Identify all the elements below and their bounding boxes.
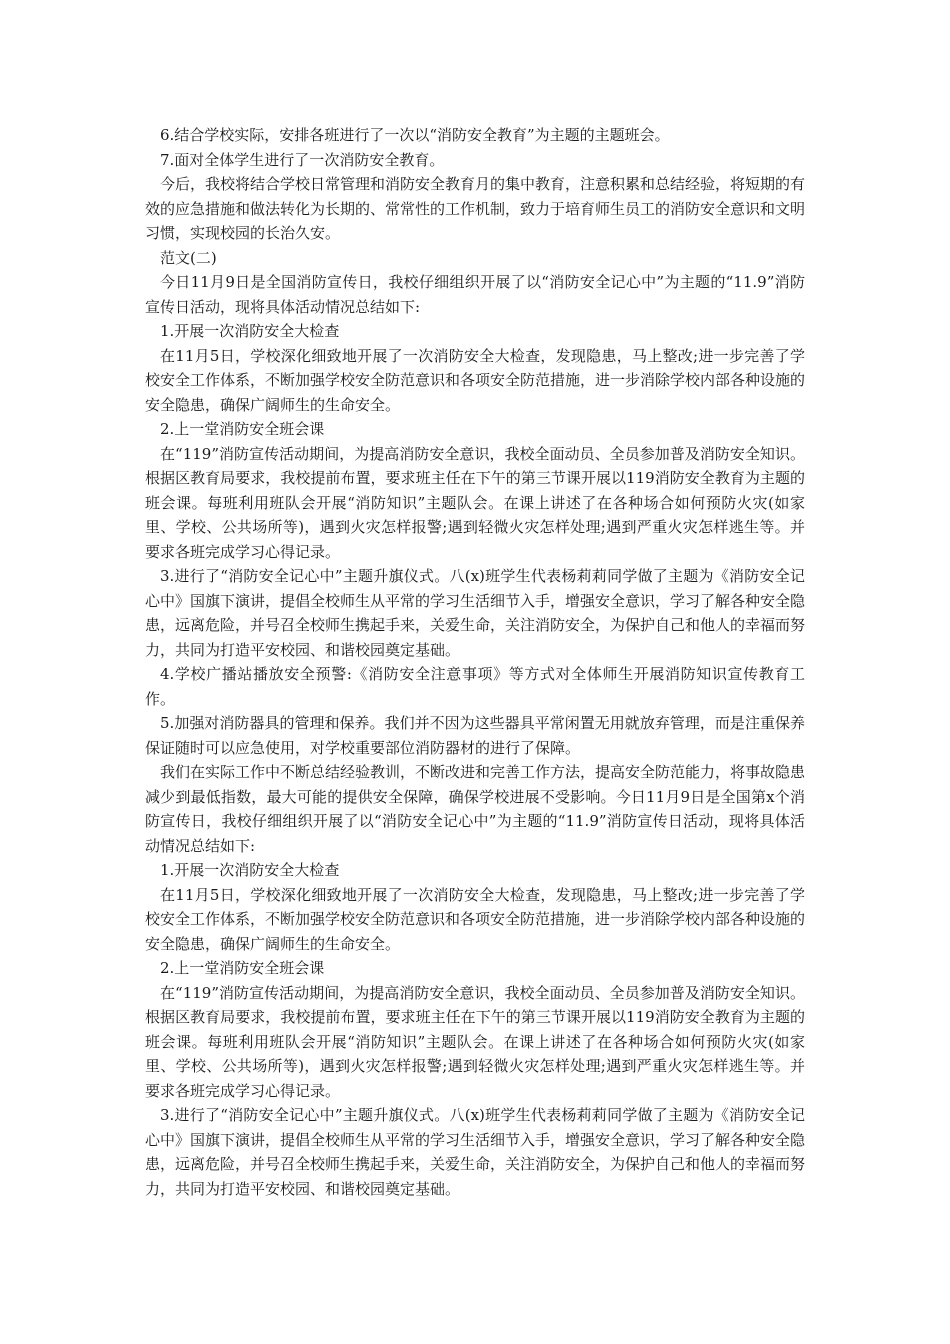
list-item-heading: 2.上一堂消防安全班会课 bbox=[160, 420, 325, 438]
paragraph: 3.进行了“消防安全记心中”主题升旗仪式。八(x)班学生代表杨莉莉同学做了主题为《消防安全记心中》国旗下演讲，提倡全校师生从平常的学习生活细节入手，增强安全意识，学习了解各种安全隐患，远离危险，并号召全校师生携起手来，关爱生命，关注消防安全，为保护自己和他人的幸福而努力，共同为打造平安校园、和谐校园奠定基础。 bbox=[145, 567, 806, 659]
paragraph: 我们在实际工作中不断总结经验教训，不断改进和完善工作方法，提高安全防范能力，将事故隐患减少到最低指数，最大可能的提供安全保障，确保学校进展不受影响。今日11月9日是全国第x个消防宣传日，我校仔细组织开展了以“消防安全记心中”为主题的“11.9”消防宣传日活动，现将具体活动情况总结如下: bbox=[145, 763, 806, 855]
paragraph: 在“119”消防宣传活动期间，为提高消防安全意识，我校全面动员、全员参加普及消防安全知识。根据区教育局要求，我校提前布置，要求班主任在下午的第三节课开展以119消防安全教育为主题的班会课。每班利用班队会开展“消防知识”主题队会。在课上讲述了在各种场合如何预防火灾(如家里、学校、公共场所等)，遇到火灾怎样报警;遇到轻微火灾怎样处理;遇到严重火灾怎样逃生等。并要求各班完成学习心得记录。 bbox=[145, 444, 805, 561]
paragraph: 在11月5日，学校深化细致地开展了一次消防安全大检查，发现隐患，马上整改;进一步完善了学校安全工作体系，不断加强学校安全防范意识和各项安全防范措施，进一步消除学校内部各种设施的安全隐患，确保广阔师生的生命安全。 bbox=[145, 885, 806, 953]
paragraph: 今日11月9日是全国消防宣传日，我校仔细组织开展了以“消防安全记心中”为主题的“11.9”消防宣传日活动，现将具体活动情况总结如下: bbox=[145, 273, 805, 316]
paragraph: 7.面对全体学生进行了一次消防安全教育。 bbox=[160, 150, 445, 169]
paragraph: 6.结合学校实际，安排各班进行了一次以“消防安全教育”为主题的主题班会。 bbox=[160, 126, 670, 144]
paragraph: 3.进行了“消防安全记心中”主题升旗仪式。八(x)班学生代表杨莉莉同学做了主题为《消防安全记心中》国旗下演讲，提倡全校师生从平常的学习生活细节入手，增强安全意识，学习了解各种安全隐患，远离危险，并号召全校师生携起手来，关爱生命，关注消防安全，为保护自己和他人的幸福而努力，共同为打造平安校园、和谐校园奠定基础。 bbox=[145, 1106, 806, 1198]
paragraph: 4.学校广播站播放安全预警:《消防安全注意事项》等方式对全体师生开展消防知识宣传教育工作。 bbox=[145, 665, 805, 708]
list-item-heading: 2.上一堂消防安全班会课 bbox=[160, 959, 325, 977]
section-heading: 范文(二) bbox=[160, 248, 217, 267]
paragraph: 5.加强对消防器具的管理和保养。我们并不因为这些器具平常闲置无用就放弃管理，而是注重保养保证随时可以应急使用，对学校重要部位消防器材的进行了保障。 bbox=[145, 714, 805, 757]
paragraph: 在11月5日，学校深化细致地开展了一次消防安全大检查，发现隐患，马上整改;进一步完善了学校安全工作体系，不断加强学校安全防范意识和各项安全防范措施，进一步消除学校内部各种设施的安全隐患，确保广阔师生的生命安全。 bbox=[145, 346, 806, 414]
list-item-heading: 1.开展一次消防安全大检查 bbox=[160, 322, 340, 340]
paragraph: 在“119”消防宣传活动期间，为提高消防安全意识，我校全面动员、全员参加普及消防安全知识。根据区教育局要求，我校提前布置，要求班主任在下午的第三节课开展以119消防安全教育为主题的班会课。每班利用班队会开展“消防知识”主题队会。在课上讲述了在各种场合如何预防火灾(如家里、学校、公共场所等)，遇到火灾怎样报警;遇到轻微火灾怎样处理;遇到严重火灾怎样逃生等。并要求各班完成学习心得记录。 bbox=[145, 983, 805, 1100]
paragraph: 今后，我校将结合学校日常管理和消防安全教育月的集中教育，注意积累和总结经验，将短期的有效的应急措施和做法转化为长期的、常常性的工作机制，致力于培育师生员工的消防安全意识和文明习惯，实现校园的长治久安。 bbox=[145, 175, 806, 242]
list-item-heading: 1.开展一次消防安全大检查 bbox=[160, 861, 340, 879]
